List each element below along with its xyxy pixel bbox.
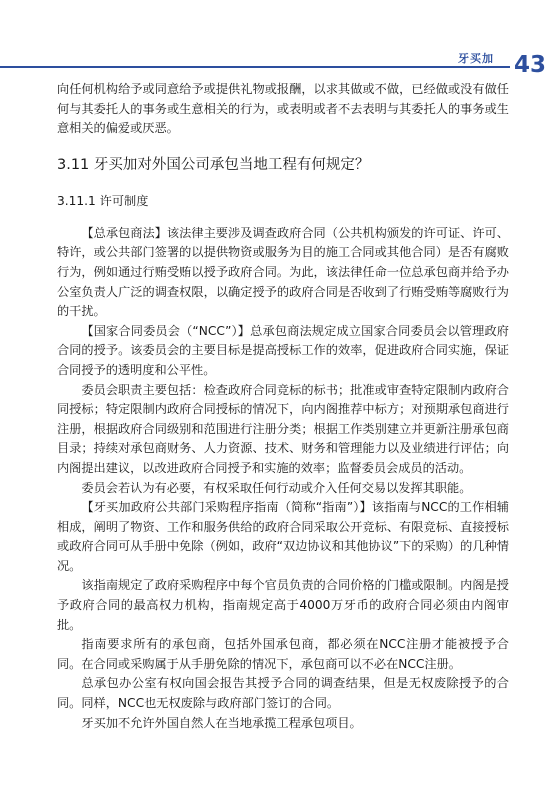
paragraph: 指南要求所有的承包商，包括外国承包商，都必须在NCC注册才能被授予合同。在合同或采购属于从手册免除的情况下，承包商可以不必在NCC注册。 (57, 637, 509, 671)
page-body (57, 80, 509, 733)
paragraph: 总承包办公室有权向国会报告其授予合同的调查结果，但是无权废除授予的合同。同样，NCC也无权废除与政府部门签订的合同。 (57, 676, 509, 711)
paragraph: 委员会职责主要包括：检查政府合同竞标的标书；批准或审查特定限制内政府合同授标；特定限制内政府合同授标的情况下，向内阁推荐中标方；对预期承包商进行注册，根据政府合同级别和范围进行注册分类；根据工作类别建立并更新注册承包商目录；持续对承包商财务、人力资源、技术、财务和管理能力以及业绩进行评估；向内阁提出建议，以改进政府合同授予和实施的效率；监督委员会成员的活动。 (57, 382, 509, 475)
paragraph: 【总承包商法】该法律主要涉及调查政府合同（公共机构颁发的许可证、许可、特许，或公共部门签署的以提供物资或服务为目的施工合同或其他合同）是否有腐败行为，例如通过行贿受贿以授予政府合同。为此，该法律任命一位总承包商并给予办公室负责人广泛的调查权限，以确定授予的政府合同是否收到了行贿受贿等腐败行为的干扰。 (57, 225, 509, 319)
page-number: 43 (514, 52, 547, 78)
paragraph: 【国家合同委员会（“NCC”）】总承包商法规定成立国家合同委员会以管理政府合同的授予。该委员会的主要目标是提高授标工作的效率，促进政府合同实施，保证合同授予的透明度和公平性。 (57, 323, 509, 377)
section-title: 3.11 牙买加对外国公司承包当地工程有何规定？ (57, 156, 370, 173)
running-title: 牙买加 (458, 52, 494, 65)
paragraph: 委员会若认为有必要，有权采取任何行动或介入任何交易以发挥其职能。 (81, 480, 472, 495)
subsection-title: 3.11.1 许可制度 (57, 193, 149, 208)
paragraph: 该指南规定了政府采购程序中每个官员负责的合同价格的门槛或限制。内阁是授予政府合同的最高权力机构，指南规定高于4000万牙币的政府合同必须由内阁审批。 (57, 578, 509, 632)
paragraph: 牙买加不允许外国自然人在当地承揽工程承包项目。 (81, 715, 362, 730)
lead-paragraph: 向任何机构给予或同意给予或提供礼物或报酬，以求其做或不做，已经做或没有做任何与其委托人的事务或生意相关的行为，或表明或者不去表明与其委托人的事务或生意相关的偏爱或厌恶。 (57, 82, 509, 136)
paragraph: 【牙买加政府公共部门采购程序指南（简称“指南”）】该指南与NCC的工作相辅相成，阐明了物资、工作和服务供给的政府合同采取公开竞标、有限竞标、直接授标或政府合同可从手册中免除（例如，政府“双边协议和其他协议”下的采购）的几种情况。 (57, 500, 509, 573)
header-rule (0, 66, 510, 68)
